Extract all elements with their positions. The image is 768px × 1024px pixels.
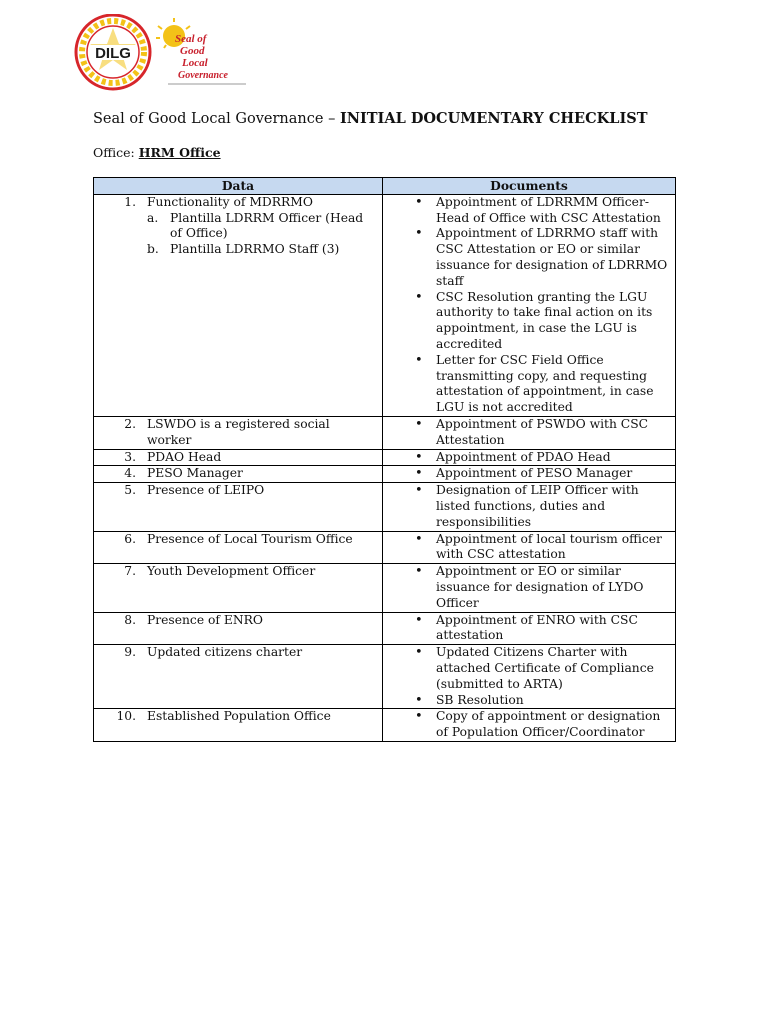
document-item: • Appointment of PESO Manager — [387, 466, 671, 482]
documents-list — [387, 613, 671, 645]
documents-list — [387, 645, 671, 708]
documents-list — [387, 466, 671, 482]
data-cell — [94, 466, 383, 483]
documents-cell — [383, 612, 676, 645]
title-bold: INITIAL DOCUMENTARY CHECKLIST — [339, 110, 648, 127]
table-header-row — [94, 178, 676, 195]
item-number: 3. — [124, 449, 136, 464]
item-text: Presence of LEIPO — [147, 483, 265, 498]
sub-item-letter: a. — [147, 210, 159, 225]
document-item: • CSC Resolution granting the LGU authority to take final action on its appointment, in case the LGU is accredited — [387, 290, 671, 353]
documents-list — [387, 450, 671, 466]
table-body — [94, 194, 676, 741]
sub-item — [147, 211, 378, 243]
data-cell — [94, 612, 383, 645]
document-item: • Updated Citizens Charter with attached Certificate of Compliance (submitted to ARTA) — [387, 645, 671, 692]
item-number: 7. — [124, 564, 136, 579]
item-number: 4. — [124, 466, 136, 481]
documents-cell — [383, 709, 676, 742]
documents-list — [387, 417, 671, 449]
item-text: Presence of Local Tourism Office — [147, 531, 353, 546]
documents-cell — [383, 466, 676, 483]
seal-line-4: Governance — [178, 70, 228, 81]
seal-line-2: Good — [180, 45, 205, 57]
data-cell — [94, 709, 383, 742]
table-row — [94, 564, 676, 612]
documents-cell — [383, 194, 676, 416]
documents-cell — [383, 449, 676, 466]
logos-graphic — [74, 14, 254, 94]
documents-cell — [383, 564, 676, 612]
document-item: • Appointment of PSWDO with CSC Attestation — [387, 417, 671, 449]
table-row — [94, 194, 676, 416]
header-logos — [74, 14, 254, 94]
table-row — [94, 483, 676, 531]
seal-logo — [156, 18, 246, 84]
documents-cell — [383, 531, 676, 564]
column-header-data: Data — [94, 178, 383, 195]
data-cell — [94, 194, 383, 416]
data-cell — [94, 564, 383, 612]
sub-item — [147, 242, 378, 258]
office-label: Office: — [93, 145, 139, 160]
documents-list — [387, 532, 671, 564]
document-item: • Appointment of LDRRMM Officer- Head of Office with CSC Attestation — [387, 195, 671, 227]
document-item: • Appointment of PDAO Head — [387, 450, 671, 466]
data-cell — [94, 416, 383, 449]
documents-cell — [383, 645, 676, 709]
document-title — [93, 110, 648, 127]
column-header-documents: Documents — [383, 178, 676, 195]
seal-line-1: Seal of — [175, 33, 207, 45]
documents-cell — [383, 483, 676, 531]
item-number: 8. — [124, 612, 136, 627]
sub-item-letter: b. — [147, 242, 159, 257]
data-cell — [94, 645, 383, 709]
table-row — [94, 449, 676, 466]
item-text: PESO Manager — [147, 466, 243, 481]
document-item: • Letter for CSC Field Office transmitting copy, and requesting attestation of appointment, in case LGU is not accredited — [387, 353, 671, 416]
document-item: • Designation of LEIP Officer with listed functions, duties and responsibilities — [387, 483, 671, 530]
documents-list — [387, 195, 671, 416]
item-number: 10. — [116, 709, 136, 724]
dilg-logo-text: DILG — [95, 45, 131, 62]
table-row — [94, 416, 676, 449]
document-item: • Appointment of local tourism officer with CSC attestation — [387, 532, 671, 564]
item-number: 6. — [124, 531, 136, 546]
item-text: LSWDO is a registered social worker — [147, 416, 330, 447]
documents-list — [387, 564, 671, 611]
documents-list — [387, 483, 671, 530]
sub-item-text: Plantilla LDRRM Officer (Head of Office) — [170, 210, 364, 241]
document-item: • Copy of appointment or designation of Population Officer/Coordinator — [387, 709, 671, 741]
item-number: 2. — [124, 416, 136, 431]
data-cell — [94, 483, 383, 531]
item-text: Presence of ENRO — [147, 612, 263, 627]
table-row — [94, 709, 676, 742]
sub-item-text: Plantilla LDRRMO Staff (3) — [170, 242, 340, 257]
item-text: PDAO Head — [147, 449, 222, 464]
table-row — [94, 466, 676, 483]
office-value: HRM Office — [138, 145, 221, 160]
dilg-logo — [76, 15, 150, 89]
data-cell — [94, 449, 383, 466]
item-number: 1. — [124, 194, 136, 209]
checklist-table — [93, 177, 676, 742]
document-item: • Appointment of LDRRMO staff with CSC Attestation or EO or similar issuance for designation of LDRRMO staff — [387, 226, 671, 289]
office-line — [93, 145, 221, 160]
sub-item-list — [147, 211, 378, 258]
item-text: Updated citizens charter — [147, 645, 303, 660]
item-text: Youth Development Officer — [147, 564, 316, 579]
document-item: • SB Resolution — [387, 693, 671, 709]
item-text: Functionality of MDRRMO — [147, 194, 313, 209]
document-item: • Appointment of ENRO with CSC attestation — [387, 613, 671, 645]
item-text: Established Population Office — [147, 709, 331, 724]
data-cell — [94, 531, 383, 564]
table-row — [94, 612, 676, 645]
item-number: 5. — [124, 483, 136, 498]
item-number: 9. — [124, 645, 136, 660]
documents-list — [387, 709, 671, 741]
document-item: • Appointment or EO or similar issuance for designation of LYDO Officer — [387, 564, 671, 611]
title-prefix: Seal of Good Local Governance – — [93, 111, 340, 127]
table-row — [94, 645, 676, 709]
seal-line-3: Local — [182, 57, 208, 69]
documents-cell — [383, 416, 676, 449]
table-row — [94, 531, 676, 564]
